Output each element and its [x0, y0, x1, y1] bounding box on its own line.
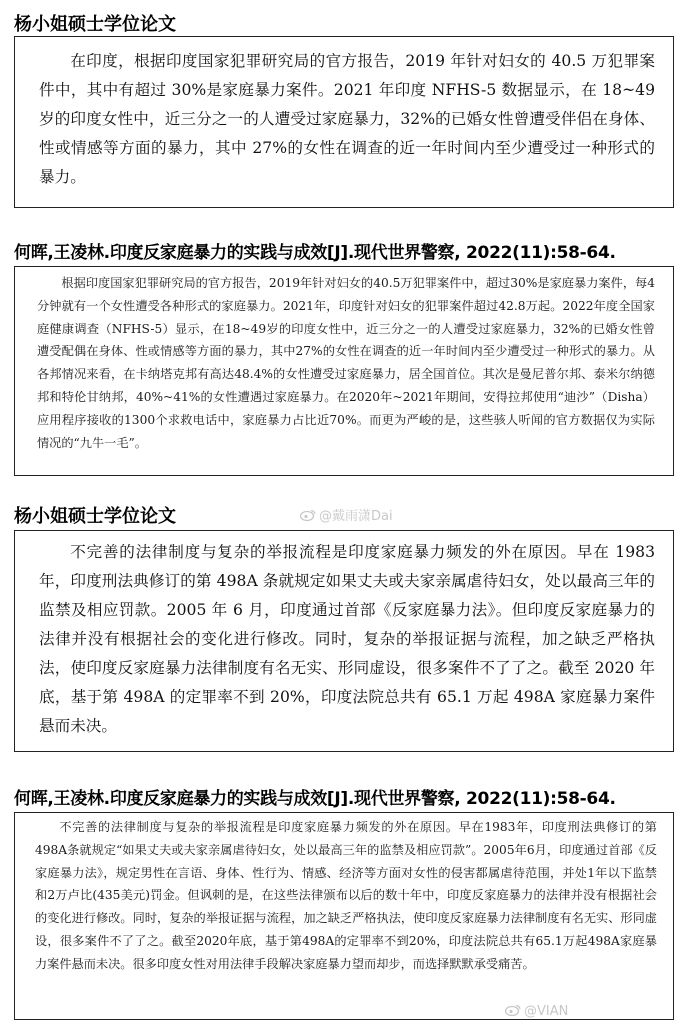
section-3-heading: 杨小姐硕士学位论文: [14, 506, 176, 527]
section-3-box: [14, 530, 674, 752]
section-4-heading: 何晖,王凌林.印度反家庭暴力的实践与成效[J].现代世界警察, 2022(11):58-64.: [14, 789, 616, 809]
section-1-text: 在印度，根据印度国家犯罪研究局的官方报告，2019 年针对妇女的 40.5 万犯罪案件中，其中有超过 30%是家庭暴力案件。2021 年印度 NFHS-5 数据显示，在 18~49 岁的印度女性中，近三分之一的人遭受过家庭暴力，32%的已婚女性曾遭受伴侣在身体、性或情感等方面的暴力，其中 27%的女性在调查的近一年时间内至少遭受过一种形式的暴力。: [39, 52, 655, 186]
section-4-text: 不完善的法律制度与复杂的举报流程是印度家庭暴力频发的外在原因。早在1983年，印度刑法典修订的第498A条就规定“如果丈夫或夫家亲属虐待妇女，处以最高三年的监禁及相应罚款”。2005年6月，印度通过首部《反家庭暴力法》，规定男性在言语、身体、性行为、情感、经济等方面对女性的侵害都属虐待范围，并处1年以下监禁和2万卢比(435美元)罚金。但讽刺的是，在这些法律颁布以后的数十年中，印度反家庭暴力的法律并没有根据社会的变化进行修改。同时，复杂的举报证据与流程，加之缺乏严格执法，使印度反家庭暴力法律制度有名无实、形同虚设，很多案件不了了之。截至2020年底，基于第498A的定罪率不到20%，印度法院总共有65.1万起498A家庭暴力案件悬而未决。很多印度女性对用法律手段解决家庭暴力望而却步，而选择默默承受痛苦。: [35, 820, 657, 971]
watermark-middle: [300, 505, 393, 524]
section-3-text: 不完善的法律制度与复杂的举报流程是印度家庭暴力频发的外在原因。早在 1983 年，印度刑法典修订的第 498A 条就规定如果丈夫或夫家亲属虐待妇女，处以最高三年的监禁及相应罚款。2005 年 6 月，印度通过首部《反家庭暴力法》。但印度反家庭暴力的法律并没有根据社会的变化进行修改。同时，复杂的举报证据与流程，加之缺乏严格执法，使印度反家庭暴力法律制度有名无实、形同虚设，很多案件不了了之。截至 2020 年底，基于第 498A 的定罪率不到 20%，印度法院总共有 65.1 万起 498A 家庭暴力案件悬而未决。: [39, 543, 655, 735]
weibo-icon: [300, 509, 316, 521]
section-2-heading: 何晖,王凌林.印度反家庭暴力的实践与成效[J].现代世界警察, 2022(11):58-64.: [14, 243, 616, 263]
watermark-bottom: [505, 1004, 568, 1019]
weibo-icon: [505, 1004, 521, 1016]
section-4-box: [14, 812, 674, 1020]
section-1-heading: 杨小姐硕士学位论文: [14, 14, 176, 35]
section-1-box: [14, 36, 674, 208]
section-2-box: [14, 266, 674, 476]
watermark-middle-text: @戴雨潇Dai: [319, 509, 393, 524]
section-2-text: 根据印度国家犯罪研究局的官方报告，2019年针对妇女的40.5万犯罪案件中，超过30%是家庭暴力案件，每4分钟就有一个女性遭受各种形式的家庭暴力。2021年，印度针对妇女的犯罪案件超过42.8万起。2022年度全国家庭健康调查（NFHS-5）显示，在18~49岁的印度女性中，近三分之一的人遭受过家庭暴力，32%的已婚女性曾遭受配偶在身体、性或情感等方面的暴力，其中27%的女性在调查的近一年时间内至少遭受过一种形式的暴力。从各邦情况来看，在卡纳塔克邦有高达48.4%的女性遭受过家庭暴力，居全国首位。其次是曼尼普尔邦、泰米尔纳德邦和特伦甘纳邦，40%~41%的女性遭遇过家庭暴力。在2020年~2021年期间，安得拉邦使用“迪沙”（Disha）应用程序接收的1300个求救电话中，家庭暴力占比近70%。而更为严峻的是，这些骇人听闻的官方数据仅为实际情况的“九牛一毛”。: [37, 276, 655, 450]
watermark-bottom-text: @VIAN: [524, 1004, 569, 1019]
